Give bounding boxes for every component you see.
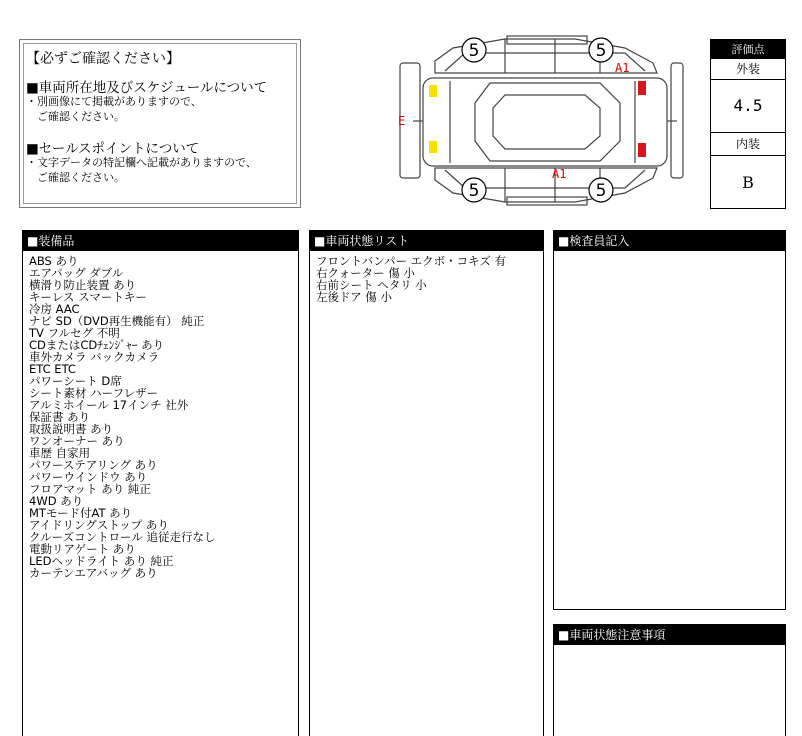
- list-item: 保証書 あり: [29, 410, 91, 424]
- list-item: パワーウインドウ あり: [29, 470, 148, 484]
- notice-text-schedule: ・別画像にて掲載がありますので、 ご確認ください。: [26, 95, 202, 123]
- notice-title: 【必ずご確認ください】: [26, 51, 180, 67]
- tire-mark: [589, 178, 613, 202]
- equipment-header: ■装備品: [23, 231, 298, 251]
- damage-mark: E: [398, 114, 406, 128]
- list-item: クルーズコントロール 追従走行なし: [29, 530, 216, 544]
- notice-heading-salespoint: ■セールスポイントについて: [26, 141, 200, 157]
- notice-text-salespoint: ・文字データの特記欄へ記載がありますので、 ご確認ください。: [26, 156, 257, 184]
- notice-box: [19, 39, 301, 208]
- exterior-label: 外装: [711, 59, 785, 80]
- inspector-panel: [553, 230, 786, 610]
- condition-list: [310, 251, 543, 303]
- list-item: 左後ドア 傷 小: [316, 290, 392, 304]
- exterior-score: 4.5: [711, 80, 785, 133]
- list-item: アイドリングストップ あり: [29, 518, 169, 532]
- equipment-panel: [22, 230, 299, 736]
- inspector-header: ■検査員記入: [554, 231, 785, 251]
- list-item: ETC ETC: [29, 362, 76, 376]
- front-light-left-icon: [429, 85, 437, 97]
- list-item: フロントバンパー エクボ・コキズ 有: [316, 254, 507, 268]
- list-item: TV フルセグ 不明: [29, 326, 120, 340]
- list-item: フロアマット あり 純正: [29, 482, 151, 496]
- list-item: 横滑り防止装置 あり: [29, 278, 137, 292]
- list-item: キーレス スマートキー: [29, 290, 147, 304]
- damage-mark: A1: [615, 61, 630, 75]
- list-item: 電動リアゲート あり: [29, 542, 136, 556]
- notes-header: ■車両状態注意事項: [554, 625, 785, 645]
- list-item: 取扱説明書 あり: [29, 422, 114, 436]
- list-item: エアバッグ ダブル: [29, 266, 124, 280]
- car-outline: [400, 36, 683, 205]
- front-light-right-icon: [429, 141, 437, 153]
- car-condition-diagram: [395, 33, 685, 208]
- list-item: カーテンエアバッグ あり: [29, 566, 158, 580]
- svg-text:5: 5: [595, 41, 607, 61]
- notice-heading-schedule: ■車両所在地及びスケジュールについて: [26, 80, 268, 96]
- list-item: アルミホイール 17インチ 社外: [29, 398, 189, 412]
- list-item: ABS あり: [29, 254, 79, 268]
- svg-text:5: 5: [468, 181, 480, 201]
- svg-text:5: 5: [468, 41, 480, 61]
- notes-panel: [553, 624, 786, 736]
- interior-score: B: [742, 173, 754, 192]
- evaluation-header: 評価点: [711, 40, 785, 59]
- list-item: LEDヘッドライト あり 純正: [29, 554, 174, 568]
- tire-mark: [589, 38, 613, 62]
- list-item: 冷房 AAC: [29, 302, 80, 316]
- list-item: パワーシート D席: [29, 374, 122, 388]
- rear-light-right-icon: [638, 143, 646, 157]
- list-item: シート素材 ハーフレザー: [29, 386, 159, 400]
- list-item: 右前シート ヘタリ 小: [316, 278, 427, 292]
- rear-light-left-icon: [638, 81, 646, 95]
- list-item: ワンオーナー あり: [29, 434, 125, 448]
- interior-label: 内装: [711, 133, 785, 156]
- condition-panel: [309, 230, 544, 736]
- list-item: 4WD あり: [29, 494, 84, 508]
- list-item: 右クォーター 傷 小: [316, 266, 415, 280]
- list-item: 車外カメラ バックカメラ: [29, 350, 160, 364]
- tire-mark: [462, 178, 486, 202]
- damage-mark: A1: [552, 167, 567, 181]
- list-item: パワーステアリング あり: [29, 458, 158, 472]
- list-item: ナビ SD（DVD再生機能有） 純正: [29, 314, 205, 328]
- list-item: CDまたはCDﾁｪﾝｼﾞｬｰ あり: [29, 338, 165, 352]
- evaluation-box: [710, 39, 786, 209]
- condition-header: ■車両状態リスト: [310, 231, 543, 251]
- svg-text:5: 5: [595, 181, 607, 201]
- tire-mark: [462, 38, 486, 62]
- list-item: MTモード付AT あり: [29, 506, 133, 520]
- equipment-list: [23, 251, 298, 579]
- list-item: 車歴 自家用: [29, 446, 91, 460]
